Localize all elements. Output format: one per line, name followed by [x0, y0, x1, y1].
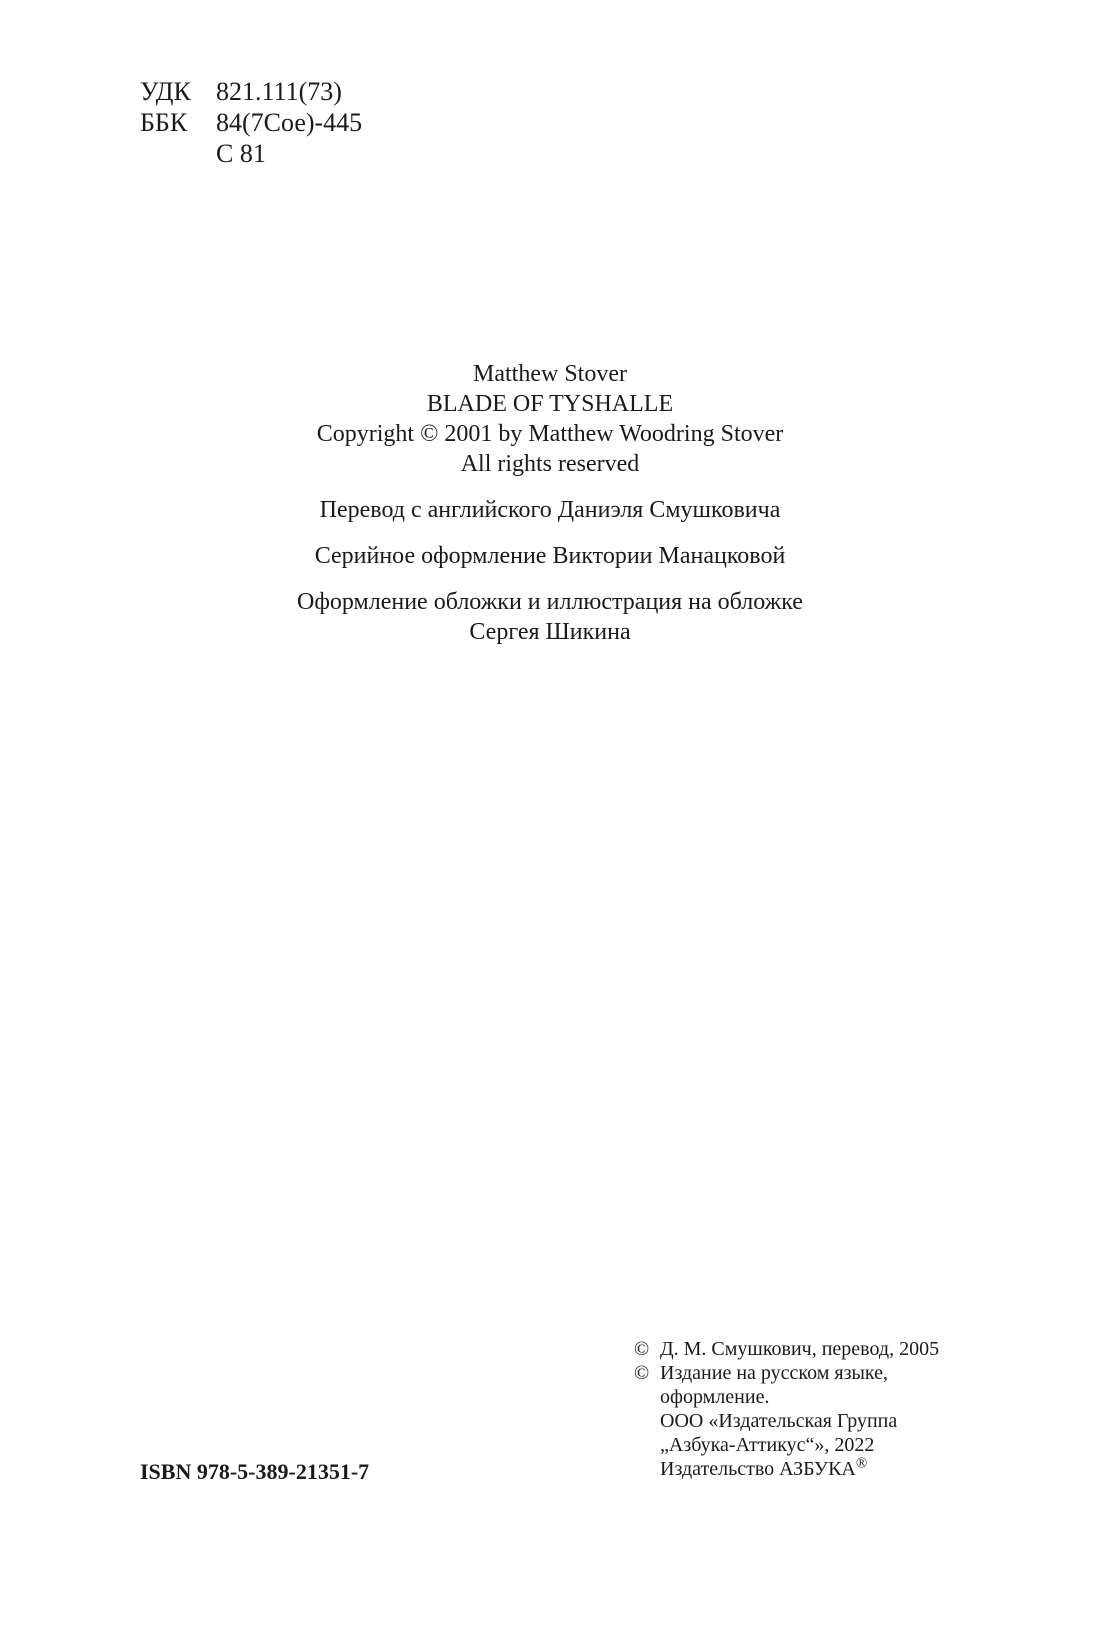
copyright-symbol: ©: [634, 1362, 650, 1384]
author-name: Matthew Stover: [473, 361, 627, 387]
original-title: BLADE OF TYSHALLE: [426, 391, 674, 417]
author-mark: С 81: [216, 139, 266, 168]
copyright-line: Copyright © 2001 by Matthew Woodring Stover: [316, 421, 784, 447]
udk-label: УДК: [140, 77, 191, 106]
translation-credit: Перевод с английского Даниэля Смушковича: [319, 497, 781, 523]
bbk-value: 84(7Сое)-445: [216, 108, 363, 137]
cover-design-credit: Оформление обложки и иллюстрация на обложке: [297, 589, 803, 615]
author-mark-row: [140, 138, 362, 169]
translation-notice: [634, 1337, 939, 1361]
edition-notice-line: „Азбука-Аттикус“», 2022: [660, 1434, 875, 1456]
bbk-row: [140, 107, 362, 138]
credits-block: [0, 359, 1100, 647]
edition-notice-line: ООО «Издательская Группа: [660, 1410, 898, 1432]
publisher-line: [634, 1457, 939, 1481]
udk-value: 821.111(73): [216, 77, 342, 106]
cover-designer-name: Сергея Шикина: [469, 619, 631, 645]
udk-row: [140, 76, 362, 107]
registered-mark: ®: [855, 1455, 868, 1472]
copyright-symbol: ©: [634, 1338, 650, 1360]
series-design-credit: Серийное оформление Виктории Манацковой: [314, 543, 786, 569]
copyright-notices: [634, 1337, 939, 1481]
edition-notice-text: Издание на русском языке,: [660, 1362, 888, 1384]
translation-notice-text: Д. М. Смушкович, перевод, 2005: [660, 1338, 940, 1360]
edition-notice: [634, 1361, 939, 1385]
classification-block: [140, 76, 362, 169]
isbn: ISBN 978-5-389-21351-7: [140, 1459, 370, 1484]
publisher-name: Издательство АЗБУКА: [660, 1458, 856, 1480]
bbk-label: ББК: [140, 108, 188, 137]
rights-line: All rights reserved: [460, 451, 640, 477]
edition-notice-line: оформление.: [660, 1386, 770, 1408]
